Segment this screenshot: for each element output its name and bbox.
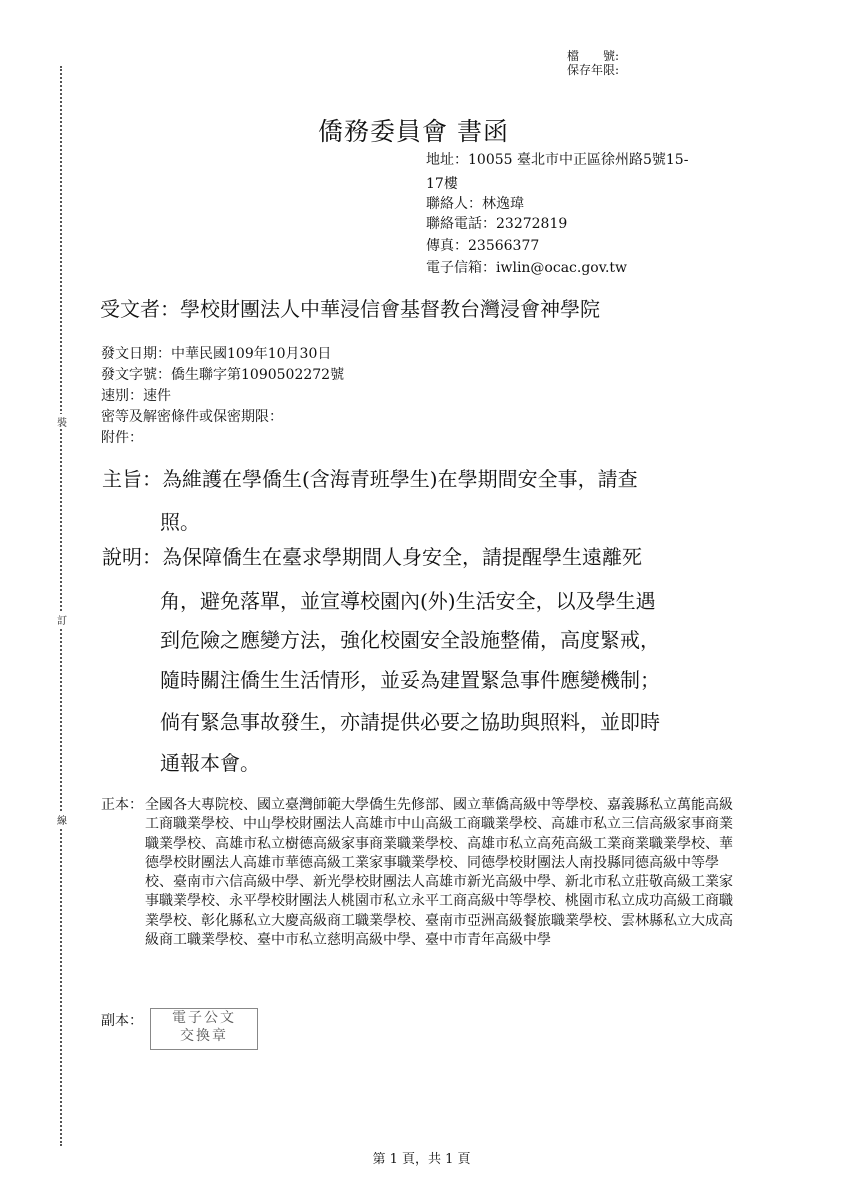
explanation-line-3: 到危險之應變方法，強化校園安全設施整備，高度緊戒， bbox=[160, 628, 660, 652]
retention-period-label: 保存年限: bbox=[567, 63, 620, 77]
contact-email: 電子信箱：iwlin@ocac.gov.tw bbox=[426, 260, 628, 276]
copy-recipients-label: 副本： bbox=[101, 1013, 143, 1029]
stamp-line-1: 電子公文 bbox=[172, 1010, 236, 1026]
binding-margin-dotted-line bbox=[60, 66, 62, 1146]
file-number-label: 檔 號: bbox=[567, 49, 620, 63]
margin-char-ding: 訂 bbox=[57, 612, 67, 627]
contact-fax: 傳真：23566377 bbox=[426, 238, 540, 254]
original-recipients-text: 全國各大專院校、國立臺灣師範大學僑生先修部、國立華僑高級中等學校、嘉義縣私立萬能高級工商職業學校、中山學校財團法人高雄市中山高級工商職業學校、高雄市私立三信高級家事商業職業學校、高雄市私立樹德高級家事商業職業學校、高雄市私立高苑高級工業商業職業學校、華德學校財團法人高雄市華德高級工業家事職業學校、同德學校財團法人南投縣同德高級中等學校、臺南市六信高級中學、新光學校財團法人高雄市新光高級中學、新北市私立莊敬高級工業家事職業學校、永平學校財團法人桃園市私立永平工商高級中等學校、桃園市私立成功高級工商職業學校、彰化縣私立大慶高級商工職業學校、臺南市亞洲高級餐旅職業學校、雲林縣私立大成高級商工職業學校、臺中市私立慈明高級中學、臺中市青年高級中學 bbox=[145, 797, 733, 949]
original-recipients-label: 正本： bbox=[101, 797, 143, 813]
explanation-line-2: 角，避免落單，並宣導校園內(外)生活安全，以及學生遇 bbox=[160, 589, 656, 613]
page-number: 第 1 頁，共 1 頁 bbox=[372, 1152, 471, 1167]
address-line-1: 地址：10055 臺北市中正區徐州路5號15- bbox=[426, 152, 689, 168]
issue-date: 發文日期：中華民國109年10月30日 bbox=[101, 346, 332, 362]
explanation-line-5: 倘有緊急事故發生，亦請提供必要之協助與照料，並即時 bbox=[160, 710, 660, 734]
document-title: 僑務委員會 書函 bbox=[318, 117, 509, 146]
explanation-line-4: 隨時關注僑生生活情形，並妥為建置緊急事件應變機制； bbox=[160, 668, 660, 692]
stamp-line-2: 交換章 bbox=[180, 1028, 228, 1044]
margin-char-xian: 線 bbox=[57, 812, 67, 827]
margin-char-zhuang: 裝 bbox=[57, 414, 67, 429]
attachment: 附件： bbox=[101, 430, 143, 446]
contact-person: 聯絡人：林逸瑋 bbox=[426, 196, 524, 212]
address-line-2: 17樓 bbox=[426, 176, 458, 192]
document-number: 發文字號：僑生聯字第1090502272號 bbox=[101, 367, 345, 383]
recipient: 受文者：學校財團法人中華浸信會基督教台灣浸會神學院 bbox=[100, 297, 600, 321]
subject-line-1: 主旨：為維護在學僑生(含海青班學生)在學期間安全事，請查 bbox=[102, 467, 638, 491]
secrecy-level: 密等及解密條件或保密期限： bbox=[101, 409, 283, 425]
contact-phone: 聯絡電話：23272819 bbox=[426, 216, 568, 232]
exchange-stamp bbox=[150, 1008, 258, 1050]
explanation-line-6: 通報本會。 bbox=[160, 751, 260, 775]
explanation-line-1: 說明：為保障僑生在臺求學期間人身安全，請提醒學生遠離死 bbox=[102, 545, 642, 569]
delivery-speed: 速別：速件 bbox=[101, 388, 171, 404]
subject-line-2: 照。 bbox=[160, 510, 200, 534]
